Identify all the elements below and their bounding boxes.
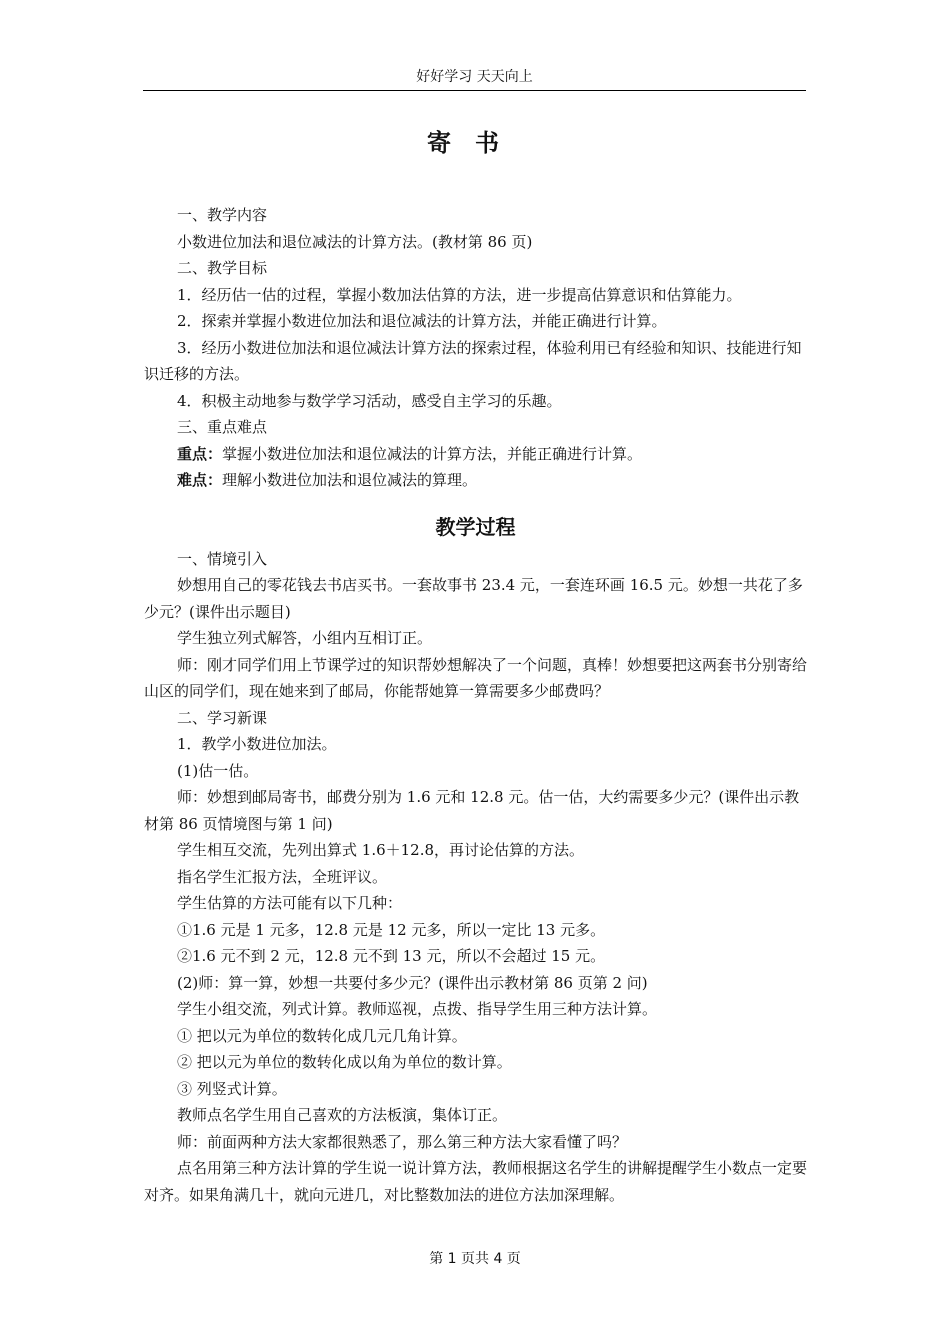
difficult-point-text: 理解小数进位加法和退位减法的算理。 [222, 471, 478, 489]
goal-item: 3．经历小数进位加法和退位减法计算方法的探索过程，体验利用已有经验和知识、技能进行知识迁移的方法。 [144, 338, 802, 383]
list-item: ②1.6 元不到 2 元，12.8 元不到 13 元，所以不会超过 15 元。 [177, 947, 606, 965]
list-item: ①1.6 元是 1 元多，12.8 元是 12 元多，所以一定比 13 元多。 [177, 920, 606, 939]
paragraph: (2)师：算一算，妙想一共要付多少元？(课件出示教材第 86 页第 2 问) [177, 973, 648, 992]
document-body [144, 202, 807, 1208]
section-heading-content: 一、教学内容 [177, 206, 268, 224]
page-footer: 第 1 页共 4 页 [429, 1251, 521, 1267]
paragraph: 学生相互交流，先列出算式 1.6＋12.8，再讨论估算的方法。 [177, 841, 585, 859]
difficult-point [144, 467, 807, 494]
paragraph: 妙想用自己的零花钱去书店买书。一套故事书 23.4 元，一套连环画 16.5 元。妙想一共花了多少元？(课件出示题目) [144, 576, 803, 621]
goal-item: 2．探索并掌握小数进位加法和退位减法的计算方法，并能正确进行计算。 [177, 312, 667, 330]
key-point-label: 重点： [177, 444, 223, 463]
document-title: 寄书 [427, 129, 523, 157]
goal-item: 4．积极主动地参与数学学习活动，感受自主学习的乐趣。 [177, 391, 562, 410]
paragraph: (1)估一估。 [177, 761, 259, 780]
section-heading-goals: 二、教学目标 [177, 259, 268, 277]
key-point [144, 441, 807, 468]
list-item: ③ 列竖式计算。 [177, 1079, 287, 1098]
paragraph: 学生小组交流，列式计算。教师巡视，点拨、指导学生用三种方法计算。 [177, 1000, 658, 1018]
process-title: 教学过程 [435, 514, 516, 539]
paragraph: 教师点名学生用自己喜欢的方法板演，集体订正。 [177, 1106, 508, 1124]
difficult-point-label: 难点： [177, 471, 223, 489]
paragraph: 学生估算的方法可能有以下几种： [177, 894, 403, 912]
section-heading-keypoints: 三、重点难点 [177, 418, 268, 436]
key-point-text: 掌握小数进位加法和退位减法的计算方法，并能正确进行计算。 [222, 444, 643, 463]
list-item: ① 把以元为单位的数转化成几元几角计算。 [177, 1026, 467, 1045]
section-heading-new-lesson: 二、学习新课 [177, 708, 268, 727]
paragraph: 1．教学小数进位加法。 [177, 735, 337, 753]
goal-item: 1．经历估一估的过程，掌握小数加法估算的方法，进一步提高估算意识和估算能力。 [177, 285, 742, 304]
paragraph: 点名用第三种方法计算的学生说一说计算方法，教师根据这名学生的讲解提醒学生小数点一定要对齐。如果角满几十，就向元进几，对比整数加法的进位方法加深理解。 [144, 1159, 808, 1204]
paragraph: 学生独立列式解答，小组内互相订正。 [177, 629, 433, 647]
list-item: ② 把以元为单位的数转化成以角为单位的数计算。 [177, 1053, 512, 1071]
paragraph: 师：妙想到邮局寄书，邮费分别为 1.6 元和 12.8 元。估一估，大约需要多少元？(课件出示教材第 86 页情境图与第 1 问) [144, 788, 800, 833]
paragraph: 师：刚才同学们用上节课学过的知识帮妙想解决了一个问题，真棒！妙想要把这两套书分别寄给山区的同学们，现在她来到了邮局，你能帮她算一算需要多少邮费吗？ [144, 655, 808, 700]
page-header: 好好学习 天天向上 [143, 66, 806, 91]
paragraph: 师：前面两种方法大家都很熟悉了，那么第三种方法大家看懂了吗？ [177, 1132, 628, 1151]
paragraph: 小数进位加法和退位减法的计算方法。(教材第 86 页) [177, 232, 533, 251]
paragraph: 指名学生汇报方法，全班评议。 [177, 867, 388, 886]
section-heading-intro: 一、情境引入 [177, 549, 268, 568]
